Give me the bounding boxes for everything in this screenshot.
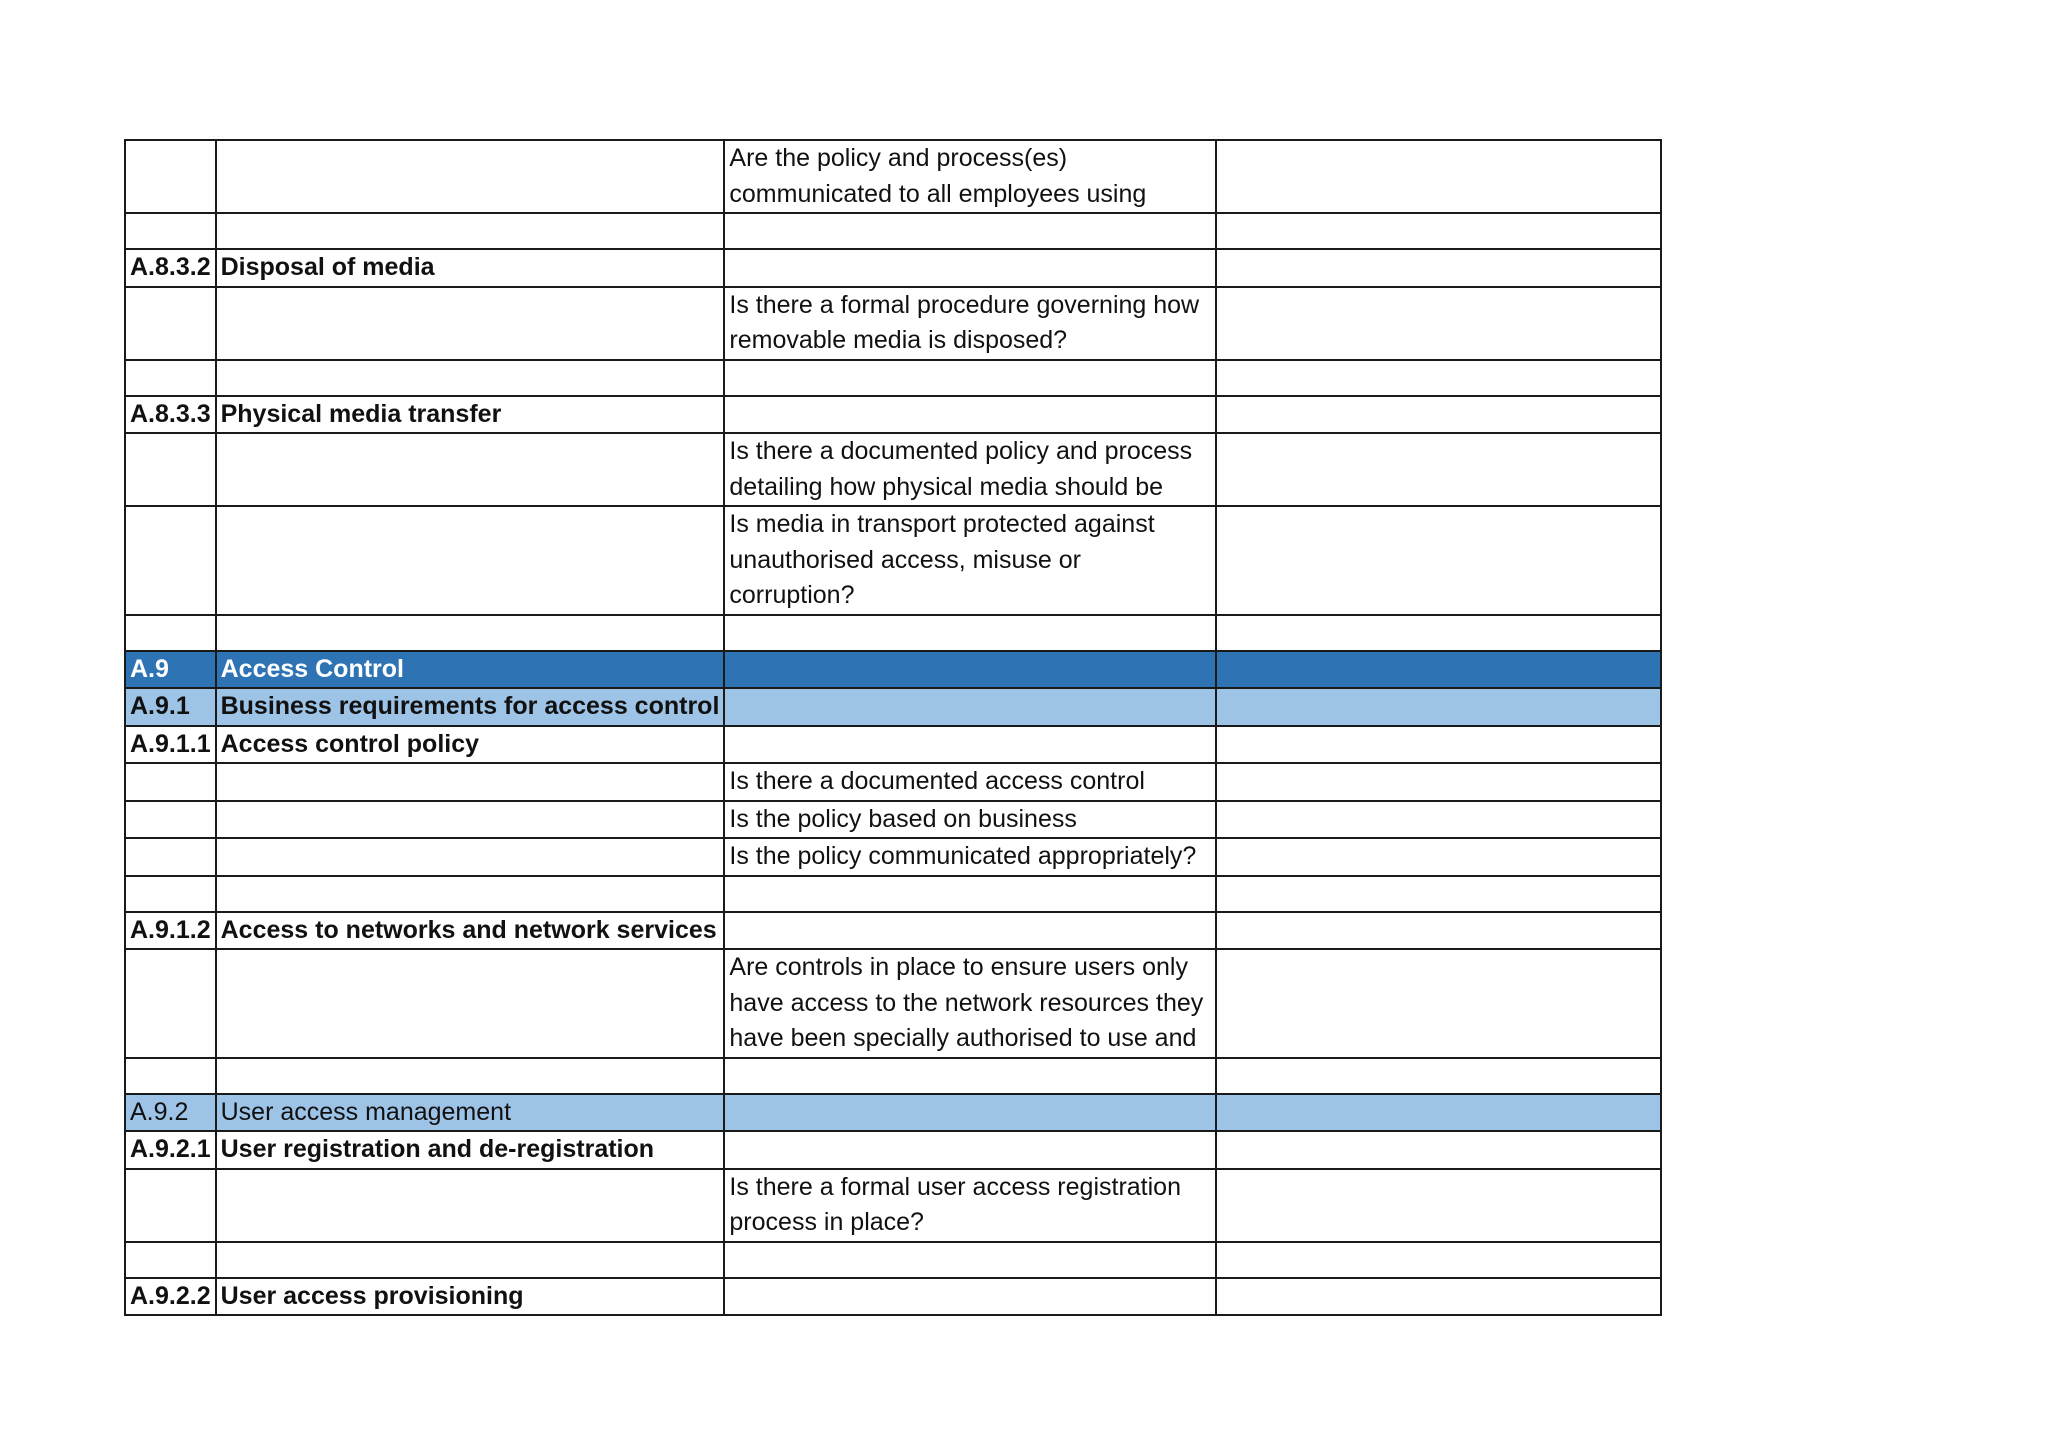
ref-cell[interactable]: A.9.2.1 <box>125 1131 216 1169</box>
title-cell[interactable] <box>216 876 725 912</box>
table-row <box>125 726 1661 764</box>
section-header-row <box>125 651 1661 689</box>
title-cell[interactable]: User registration and de-registration <box>216 1131 725 1169</box>
question-cell[interactable]: Is media in transport protected against unauthorised access, misuse or corruption? <box>724 506 1216 615</box>
title-cell[interactable] <box>216 801 725 839</box>
answer-cell[interactable] <box>1216 1169 1661 1242</box>
ref-cell[interactable] <box>125 1242 216 1278</box>
ref-cell[interactable]: A.9.1.1 <box>125 726 216 764</box>
ref-cell[interactable]: A.8.3.3 <box>125 396 216 434</box>
answer-cell[interactable] <box>1216 838 1661 876</box>
answer-cell[interactable] <box>1216 726 1661 764</box>
ref-cell[interactable]: A.9 <box>125 651 216 689</box>
ref-cell[interactable] <box>125 1058 216 1094</box>
ref-cell[interactable] <box>125 615 216 651</box>
question-cell[interactable] <box>724 1242 1216 1278</box>
table-row <box>125 876 1661 912</box>
title-cell[interactable]: User access provisioning <box>216 1278 725 1316</box>
title-cell[interactable] <box>216 213 725 249</box>
answer-cell[interactable] <box>1216 287 1661 360</box>
question-cell[interactable]: Is there a documented access control <box>724 763 1216 801</box>
question-cell[interactable] <box>724 249 1216 287</box>
table-row <box>125 140 1661 213</box>
answer-cell[interactable] <box>1216 1094 1661 1132</box>
ref-cell[interactable] <box>125 949 216 1058</box>
question-cell[interactable] <box>724 1058 1216 1094</box>
ref-cell[interactable] <box>125 287 216 360</box>
question-cell[interactable] <box>724 1131 1216 1169</box>
answer-cell[interactable] <box>1216 651 1661 689</box>
answer-cell[interactable] <box>1216 140 1661 213</box>
ref-cell[interactable] <box>125 801 216 839</box>
ref-cell[interactable] <box>125 838 216 876</box>
table-row <box>125 213 1661 249</box>
ref-cell[interactable]: A.8.3.2 <box>125 249 216 287</box>
table-row <box>125 249 1661 287</box>
title-cell[interactable] <box>216 433 725 506</box>
table-row <box>125 396 1661 434</box>
table-row <box>125 801 1661 839</box>
question-cell[interactable]: Is there a formal procedure governing how removable media is disposed? <box>724 287 1216 360</box>
table-row <box>125 838 1661 876</box>
question-cell[interactable] <box>724 396 1216 434</box>
table-row <box>125 1058 1661 1094</box>
ref-cell[interactable] <box>125 506 216 615</box>
answer-cell[interactable] <box>1216 876 1661 912</box>
title-cell[interactable]: User access management <box>216 1094 725 1132</box>
ref-cell[interactable] <box>125 213 216 249</box>
ref-cell[interactable] <box>125 140 216 213</box>
table-row <box>125 763 1661 801</box>
question-cell[interactable]: Are controls in place to ensure users only have access to the network resources they have been specially authorised to use and <box>724 949 1216 1058</box>
title-cell[interactable] <box>216 615 725 651</box>
answer-cell[interactable] <box>1216 615 1661 651</box>
ref-cell[interactable] <box>125 876 216 912</box>
ref-cell[interactable] <box>125 360 216 396</box>
question-cell[interactable] <box>724 615 1216 651</box>
title-cell[interactable]: Access Control <box>216 651 725 689</box>
table-row <box>125 287 1661 360</box>
answer-cell[interactable] <box>1216 213 1661 249</box>
table-row <box>125 949 1661 1058</box>
title-cell[interactable] <box>216 140 725 213</box>
question-cell[interactable] <box>724 876 1216 912</box>
answer-cell[interactable] <box>1216 396 1661 434</box>
question-cell[interactable] <box>724 912 1216 950</box>
title-cell[interactable]: Access control policy <box>216 726 725 764</box>
title-cell[interactable]: Access to networks and network services <box>216 912 725 950</box>
answer-cell[interactable] <box>1216 912 1661 950</box>
title-cell[interactable] <box>216 838 725 876</box>
table-row <box>125 1278 1661 1316</box>
question-cell[interactable]: Is the policy communicated appropriately? <box>724 838 1216 876</box>
question-cell[interactable]: Is there a documented policy and process detailing how physical media should be <box>724 433 1216 506</box>
answer-cell[interactable] <box>1216 1242 1661 1278</box>
answer-cell[interactable] <box>1216 763 1661 801</box>
title-cell[interactable]: Business requirements for access control <box>216 688 725 726</box>
ref-cell[interactable]: A.9.2.2 <box>125 1278 216 1316</box>
question-cell[interactable] <box>724 726 1216 764</box>
title-cell[interactable] <box>216 949 725 1058</box>
answer-cell[interactable] <box>1216 688 1661 726</box>
answer-cell[interactable] <box>1216 360 1661 396</box>
question-cell[interactable] <box>724 651 1216 689</box>
title-cell[interactable] <box>216 763 725 801</box>
table-row <box>125 615 1661 651</box>
question-cell[interactable]: Are the policy and process(es) communicated to all employees using <box>724 140 1216 213</box>
table-row <box>125 1242 1661 1278</box>
answer-cell[interactable] <box>1216 949 1661 1058</box>
answer-cell[interactable] <box>1216 433 1661 506</box>
answer-cell[interactable] <box>1216 506 1661 615</box>
table-row <box>125 360 1661 396</box>
question-cell[interactable] <box>724 688 1216 726</box>
table-row <box>125 912 1661 950</box>
question-cell[interactable] <box>724 360 1216 396</box>
ref-cell[interactable]: A.9.2 <box>125 1094 216 1132</box>
ref-cell[interactable] <box>125 763 216 801</box>
table-row <box>125 433 1661 506</box>
answer-cell[interactable] <box>1216 1058 1661 1094</box>
title-cell[interactable] <box>216 506 725 615</box>
ref-cell[interactable]: A.9.1 <box>125 688 216 726</box>
title-cell[interactable] <box>216 360 725 396</box>
question-cell[interactable]: Is there a formal user access registration process in place? <box>724 1169 1216 1242</box>
table-row <box>125 1131 1661 1169</box>
subsection-header-row <box>125 688 1661 726</box>
ref-cell[interactable] <box>125 433 216 506</box>
question-cell[interactable] <box>724 1094 1216 1132</box>
table-row <box>125 1169 1661 1242</box>
title-cell[interactable]: Disposal of media <box>216 249 725 287</box>
ref-cell[interactable]: A.9.1.2 <box>125 912 216 950</box>
answer-cell[interactable] <box>1216 801 1661 839</box>
question-cell[interactable] <box>724 213 1216 249</box>
ref-cell[interactable] <box>125 1169 216 1242</box>
title-cell[interactable] <box>216 1058 725 1094</box>
answer-cell[interactable] <box>1216 249 1661 287</box>
subsection-header-row <box>125 1094 1661 1132</box>
audit-checklist-table <box>124 139 1662 1316</box>
question-cell[interactable] <box>724 1278 1216 1316</box>
title-cell[interactable] <box>216 287 725 360</box>
table-row <box>125 506 1661 615</box>
title-cell[interactable] <box>216 1169 725 1242</box>
answer-cell[interactable] <box>1216 1131 1661 1169</box>
title-cell[interactable]: Physical media transfer <box>216 396 725 434</box>
answer-cell[interactable] <box>1216 1278 1661 1316</box>
title-cell[interactable] <box>216 1242 725 1278</box>
question-cell[interactable]: Is the policy based on business <box>724 801 1216 839</box>
